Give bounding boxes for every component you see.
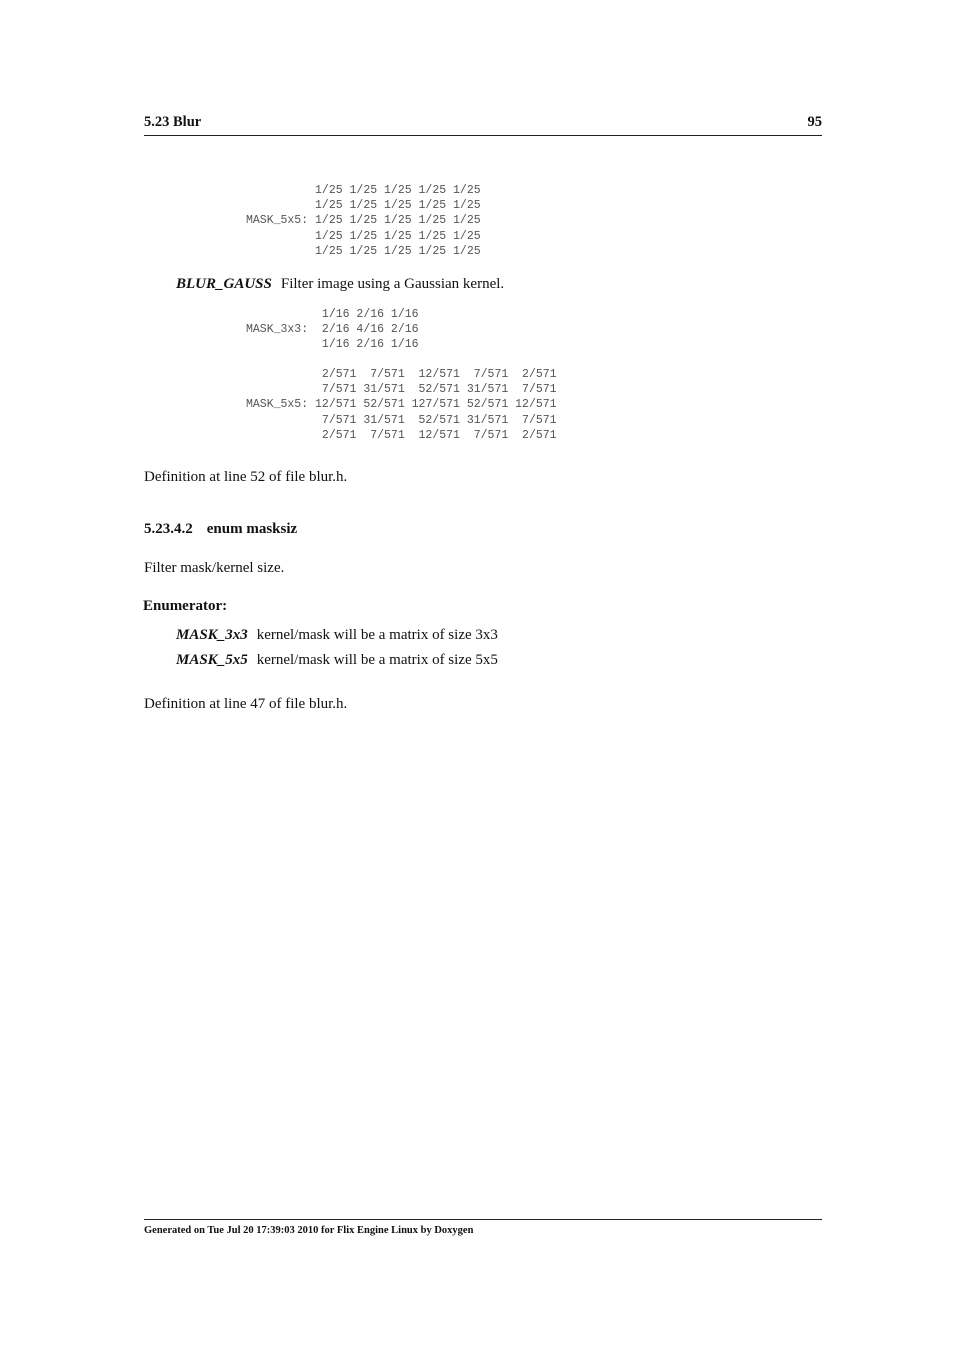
enum-description-mask-5x5: kernel/mask will be a matrix of size 5x5 bbox=[256, 652, 498, 668]
gauss-3x3-kernel: 1/16 2/16 1/16 MASK_3x3: 2/16 4/16 2/16 1/16 2/16 1/16 bbox=[246, 308, 419, 352]
subsection-number: 5.23.4.2 bbox=[144, 521, 193, 537]
enumerator-label: Enumerator: bbox=[143, 598, 228, 614]
masksiz-description: Filter mask/kernel size. bbox=[144, 560, 285, 576]
definition-line-47: Definition at line 47 of file blur.h. bbox=[144, 696, 348, 712]
gauss-5x5-kernel: 2/571 7/571 12/571 7/571 2/571 7/571 31/571 52/571 31/571 7/571 MASK_5x5: 12/571 52/571 127/571 52/571 12/571 7/571 31/571 52/571 31/571 7/571 2/571 7/571 12/571 7/571 2/571 bbox=[246, 368, 557, 442]
subsection-title: enum masksiz bbox=[206, 521, 298, 537]
enum-entry-mask-3x3 bbox=[176, 627, 498, 644]
enum-name-blur-gauss: BLUR_GAUSS bbox=[176, 276, 272, 292]
page-footer bbox=[144, 1219, 822, 1236]
subsection-heading-masksiz bbox=[144, 521, 297, 538]
definition-line-52: Definition at line 52 of file blur.h. bbox=[144, 469, 348, 485]
page-header bbox=[144, 114, 822, 136]
enum-description-blur-gauss: Filter image using a Gaussian kernel. bbox=[280, 276, 505, 292]
enum-description-mask-3x3: kernel/mask will be a matrix of size 3x3 bbox=[256, 627, 498, 643]
enum-name-mask-3x3: MASK_3x3 bbox=[176, 627, 248, 643]
page-number: 95 bbox=[807, 114, 822, 130]
enum-entry-mask-5x5 bbox=[176, 652, 498, 669]
section-title: 5.23 Blur bbox=[144, 114, 202, 130]
enum-name-mask-5x5: MASK_5x5 bbox=[176, 652, 248, 668]
footer-text: Generated on Tue Jul 20 17:39:03 2010 for Flix Engine Linux by Doxygen bbox=[144, 1225, 474, 1236]
box-blur-5x5-kernel: 1/25 1/25 1/25 1/25 1/25 1/25 1/25 1/25 1/25 1/25 MASK_5x5: 1/25 1/25 1/25 1/25 1/25 1/25 1/25 1/25 1/25 1/25 1/25 1/25 1/25 1/25 1/25 bbox=[246, 184, 481, 258]
enum-entry-blur-gauss bbox=[176, 276, 504, 293]
